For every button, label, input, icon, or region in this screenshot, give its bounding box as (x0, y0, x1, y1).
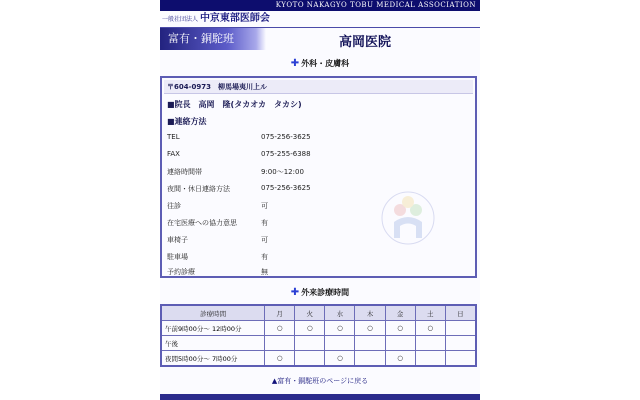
hours-header-cell: 火 (295, 305, 325, 321)
department-banner: 富有・銅駝班 (160, 28, 256, 50)
info-label: 在宅医療への協力意思 (167, 219, 237, 227)
hours-header-cell: 木 (355, 305, 385, 321)
hours-cell (415, 351, 445, 367)
info-label: TEL (167, 133, 180, 141)
hours-heading (160, 287, 480, 298)
cross-icon: ✚ (290, 287, 300, 298)
info-label: 往診 (167, 202, 181, 210)
clinic-info-box (160, 76, 477, 278)
hours-title: 外来診療時間 (301, 288, 350, 297)
hours-header-cell: 日 (445, 305, 476, 321)
hours-cell (355, 351, 385, 367)
page (160, 0, 480, 400)
info-label: 夜間・休日連絡方法 (167, 185, 230, 193)
specialty-label: 外科・皮膚科 (301, 59, 350, 68)
hours-cell (295, 351, 325, 367)
org-name: 中京東部医師会 (199, 13, 270, 24)
hours-cell: ○ (355, 321, 385, 336)
hours-cell (445, 351, 476, 367)
hours-cell: ○ (265, 321, 295, 336)
clinic-name: 高岡医院 (338, 35, 391, 50)
director: ■院長 高岡 隆(タカオカ タカシ) (167, 100, 302, 109)
hours-header-cell: 診療時間 (161, 305, 265, 321)
footer-bar (160, 394, 480, 400)
association-banner: KYOTO NAKAGYO TOBU MEDICAL ASSOCIATION (160, 0, 480, 11)
fax-value: 075-255-6388 (261, 150, 311, 158)
night-contact-value[interactable]: 075-256-3625 (261, 184, 311, 192)
specialty-heading (160, 58, 480, 69)
info-value: 有 (261, 219, 268, 227)
hours-row-label: 夜間5時00分～ 7時00分 (161, 351, 265, 367)
hours-cell: ○ (295, 321, 325, 336)
info-label: FAX (167, 150, 180, 158)
info-value: 9:00～12:00 (261, 168, 304, 176)
hours-cell (445, 336, 476, 351)
back-to-department-link[interactable]: ▲富有・銅駝班のページに戻る (271, 377, 369, 385)
hours-cell: ○ (415, 321, 445, 336)
hours-cell (445, 321, 476, 336)
info-value: 無 (261, 268, 268, 276)
hours-cell (355, 336, 385, 351)
hours-cell (385, 336, 415, 351)
hours-cell (265, 336, 295, 351)
hours-cell: ○ (385, 351, 415, 367)
info-label: 予約診療 (167, 268, 195, 276)
info-label: 車椅子 (167, 236, 188, 244)
org-logo[interactable] (162, 12, 270, 26)
address: 〒604-0973 柳馬場夷川上ル (164, 80, 473, 94)
tel-value[interactable]: 075-256-3625 (261, 133, 311, 141)
hours-cell: ○ (385, 321, 415, 336)
hours-header-cell: 土 (415, 305, 445, 321)
contact-heading: ■連絡方法 (167, 117, 207, 126)
hours-cell: ○ (265, 351, 295, 367)
info-value: 有 (261, 253, 268, 261)
hours-cell (325, 336, 355, 351)
hours-row-label: 午前9時00分～ 12時00分 (161, 321, 265, 336)
info-label: 駐車場 (167, 253, 188, 261)
hours-header-cell: 月 (265, 305, 295, 321)
hours-header-cell: 金 (385, 305, 415, 321)
association-emblem-watermark (380, 188, 436, 248)
table-row (161, 351, 476, 367)
info-label: 連絡時間帯 (167, 168, 202, 176)
hours-cell: ○ (325, 351, 355, 367)
info-value: 可 (261, 236, 268, 244)
info-value: 可 (261, 202, 268, 210)
table-row (161, 321, 476, 336)
hours-cell (415, 336, 445, 351)
hours-table (160, 304, 477, 367)
hours-header-cell: 水 (325, 305, 355, 321)
hours-cell: ○ (325, 321, 355, 336)
hours-row-label: 午後 (161, 336, 265, 351)
cross-icon: ✚ (290, 58, 300, 69)
hours-cell (295, 336, 325, 351)
org-prefix: 一般社団法人 (162, 16, 199, 23)
table-row (161, 336, 476, 351)
hours-header-row (161, 305, 476, 321)
